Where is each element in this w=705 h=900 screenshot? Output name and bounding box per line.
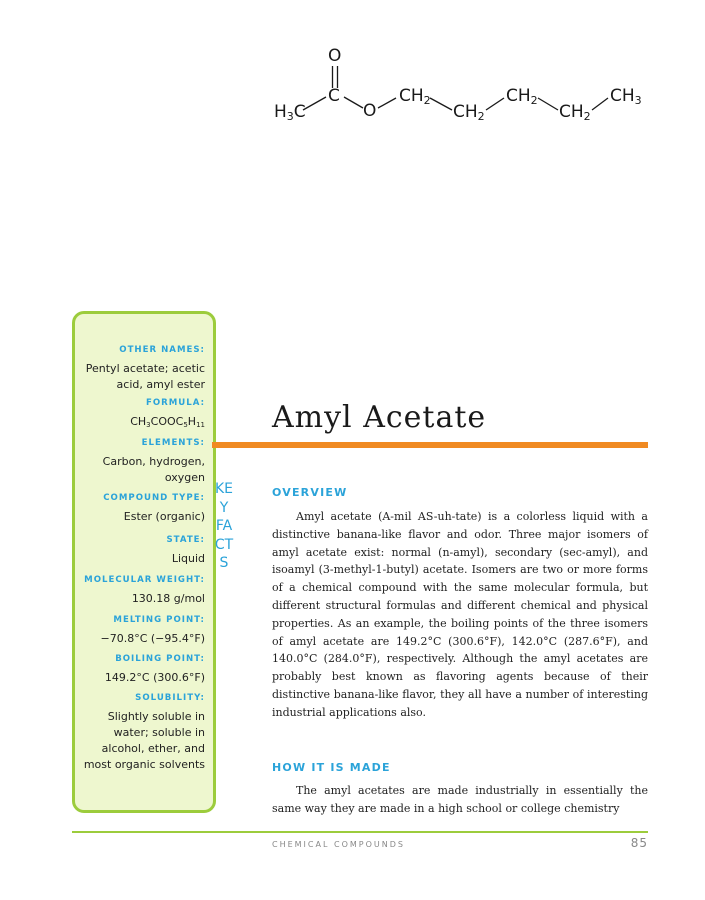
fact-elements (77, 437, 205, 486)
atom-ch2-c: $CH_2$ (506, 86, 538, 107)
fact-value: Pentyl acetate; acetic acid, amyl ester (85, 362, 205, 391)
structural-formula (0, 0, 705, 150)
fact-boiling-point (77, 653, 205, 686)
page-number: 85 (630, 836, 648, 850)
fact-value: −70.8°C (−95.4°F) (100, 632, 205, 645)
title-rule (212, 442, 648, 448)
overview-heading: OVERVIEW (272, 486, 348, 499)
bond-ch2d-ch3 (592, 98, 608, 110)
atom-ch3-left: $H_3C$ (274, 102, 306, 123)
fact-label: STATE: (166, 535, 205, 545)
atom-ch3-right: $CH_3$ (610, 86, 642, 107)
fact-label: MELTING POINT: (113, 615, 205, 625)
atom-ch2-b: $CH_2$ (453, 102, 485, 123)
fact-state (77, 534, 205, 567)
fact-label: OTHER NAMES: (119, 345, 205, 355)
how-made-heading: HOW IT IS MADE (272, 761, 391, 774)
fact-other-names (77, 344, 205, 393)
fact-value: Liquid (171, 552, 205, 565)
fact-value: 149.2°C (300.6°F) (104, 671, 205, 684)
fact-label: SOLUBILITY: (135, 693, 205, 703)
atom-ch2-d: $CH_2$ (559, 102, 591, 123)
key-facts-box (72, 311, 216, 813)
bond-ch2c-ch2d (538, 98, 558, 110)
fact-label: COMPOUND TYPE: (103, 493, 205, 503)
fact-value: Carbon, hydrogen, oxygen (102, 455, 205, 484)
fact-label: MOLECULAR WEIGHT: (84, 575, 205, 585)
bond-ch2a-ch2b (430, 98, 452, 110)
bond-ch2b-ch2c (486, 98, 504, 110)
fact-value: Slightly soluble in water; soluble in alcohol, ether, and most organic solvents (83, 710, 205, 771)
fact-melting-point (77, 614, 205, 647)
fact-value: Ester (organic) (123, 510, 205, 523)
fact-value: 130.18 g/mol (131, 592, 205, 605)
key-facts-vertical-label: KEY FACTS (214, 481, 234, 571)
atom-o-ester: O (363, 101, 377, 121)
page-title: Amyl Acetate (272, 400, 487, 435)
fact-molecular-weight (77, 574, 205, 607)
fact-formula (77, 397, 205, 433)
atom-ch2-a: $CH_2$ (399, 86, 431, 107)
bond-lines (0, 0, 705, 150)
fact-label: ELEMENTS: (141, 438, 205, 448)
fact-solubility (77, 692, 205, 773)
fact-compound-type (77, 492, 205, 525)
how-made-paragraph: The amyl acetates are made industrially in essentially the same way they are made in a high school or college chemistry (272, 784, 648, 815)
footer-section-label: CHEMICAL COMPOUNDS (272, 840, 405, 849)
fact-label: FORMULA: (145, 398, 205, 408)
fact-label: BOILING POINT: (115, 654, 205, 664)
overview-paragraph: Amyl acetate (A-mil AS-uh-tate) is a colorless liquid with a distinctive banana-like flavor and odor. Three major isomers of amyl acetate exist: normal (n-amyl), secondary (sec-amyl), and isoamyl (3-methyl-1-butyl) acetate. Isomers are two or more forms of a chemical compound with the same molecular formula, but different structural formulas and different chemical and physical properties. As an example, the boiling points of the three isomers of amyl acetate are 149.2°C (300.6°F), 142.0°C (287.6°F), and 140.0°C (284.0°F), respectively. Although the amyl acetates are probably best known as flavoring agents because of their distinctive banana-like flavor, they all have a number of interesting industrial applications also. (272, 510, 648, 719)
bond-ch3-c (303, 97, 326, 110)
fact-value-formula: $CH_3COOC_5H_{11}$ (130, 415, 205, 429)
footer-rule (72, 831, 648, 833)
bond-c-o (344, 97, 363, 108)
bond-o-ch2a (378, 98, 396, 108)
atom-o-top: O (328, 46, 342, 66)
atom-c-main: C (328, 86, 340, 106)
